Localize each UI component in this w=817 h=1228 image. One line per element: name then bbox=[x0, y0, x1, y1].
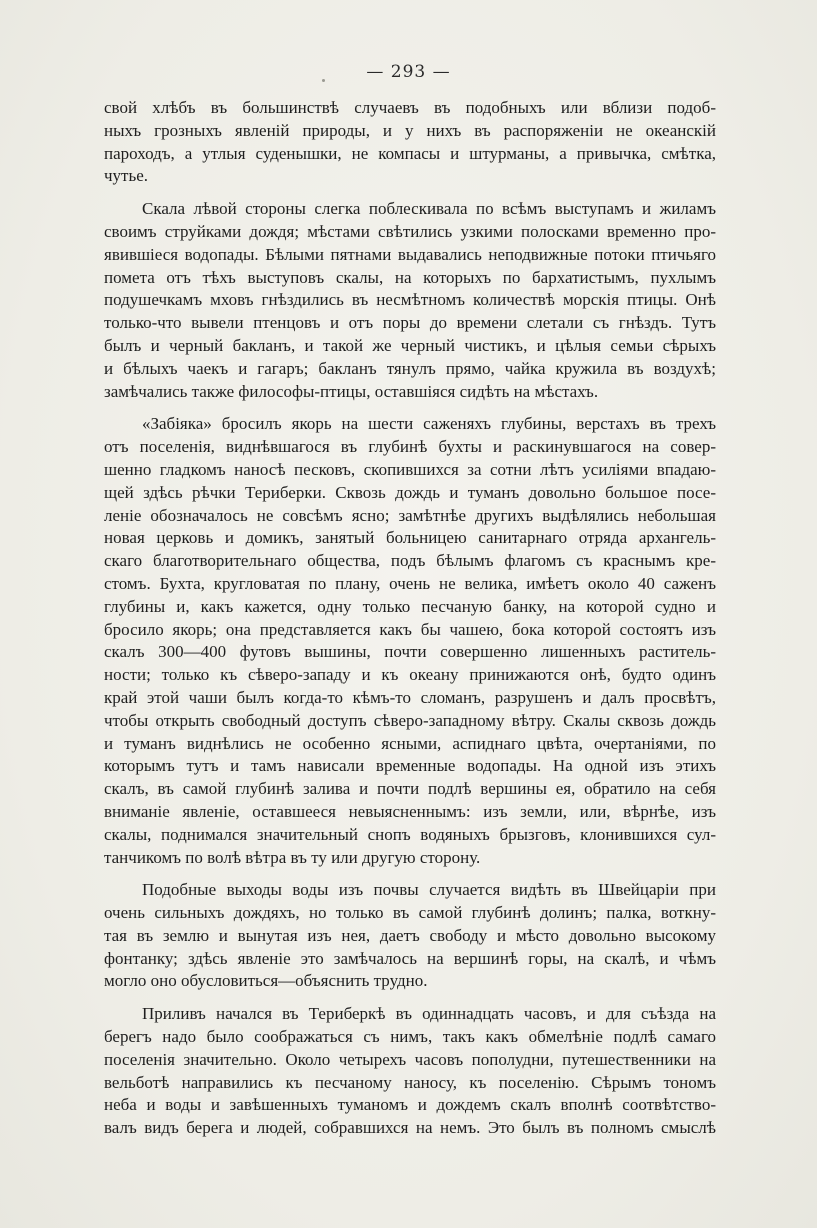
text-line: фонтанку; здѣсь явленіе это замѣчалось на вершинѣ горы, на скалѣ, и чѣмъ bbox=[104, 948, 716, 968]
text-line: помета отъ тѣхъ выступовъ скалы, на которыхъ по бархатистымъ, пухлымъ bbox=[104, 267, 716, 287]
paragraph-1 bbox=[104, 97, 716, 188]
text-line: скаго благотворительнаго общества, подъ бѣлымъ флагомъ съ краснымъ кре- bbox=[104, 551, 716, 571]
text-line: ности; только къ сѣверо-западу и къ океану принижаются онѣ, будто одинъ bbox=[104, 665, 716, 685]
text-line: тая въ землю и вынутая изъ нея, даетъ свободу и мѣсто довольно высокому bbox=[104, 925, 716, 945]
text-line: бросило якорь; она представляется какъ бы чашею, бока которой состоятъ изъ bbox=[104, 619, 716, 639]
paper-speck bbox=[322, 79, 325, 82]
text-line: новая церковь и домикъ, занятый больницею санитарнаго отряда архангель- bbox=[104, 528, 716, 548]
text-line: которымъ тутъ и тамъ нависали временные водопады. На одной изъ этихъ bbox=[104, 756, 716, 776]
paragraph-2 bbox=[104, 198, 716, 403]
text-line: неба и воды и завѣшенныхъ туманомъ и дождемъ скалъ вполнѣ соотвѣтство- bbox=[104, 1095, 716, 1115]
text-line: свой хлѣбъ въ большинствѣ случаевъ въ подобныхъ или вблизи подоб- bbox=[104, 98, 716, 117]
paragraph-3 bbox=[104, 413, 716, 869]
text-line: щей здѣсь рѣчки Териберки. Сквозь дождь и туманъ довольно большое посе- bbox=[104, 482, 716, 502]
text-line: скалъ 300—400 футовъ вышины, почти совершенно лишенныхъ раститель- bbox=[104, 642, 716, 662]
text-line: леніе обозначалось не совсѣмъ ясно; замѣтнѣе другихъ выдѣлялись небольшая bbox=[104, 505, 716, 525]
paragraph-4 bbox=[104, 879, 716, 993]
text-line: валъ видъ берега и людей, собравшихся на немъ. Это былъ въ полномъ смыслѣ bbox=[104, 1118, 716, 1138]
text-line: только-что вывели птенцовъ и отъ поры до времени слетали съ гнѣздъ. Тутъ bbox=[104, 313, 716, 333]
text-line: своимъ струйками дождя; мѣстами свѣтились узкими полосками временно про- bbox=[104, 221, 716, 241]
text-line: Скала лѣвой стороны слегка поблескивала по всѣмъ выступамъ и жиламъ bbox=[142, 199, 716, 219]
text-line: явившіеся водопады. Бѣлыми пятнами выдавались неподвижные потоки птичьяго bbox=[104, 244, 716, 264]
text-line: скалъ, въ самой глубинѣ залива и почти подлѣ вершины ея, обратило на себя bbox=[104, 779, 716, 799]
text-line: вельботѣ направились къ песчаному наносу, къ поселенію. Сѣрымъ тономъ bbox=[104, 1072, 716, 1092]
text-line: глубины и, какъ кажется, одну только песчаную банку, на которой судно и bbox=[104, 596, 716, 616]
text-line: стомъ. Бухта, кругловатая по плану, очень не велика, имѣетъ около 40 саженъ bbox=[104, 573, 716, 593]
text-line: пароходъ, а утлыя суденышки, не компасы и штурманы, а привычка, смѣтка, bbox=[104, 143, 716, 163]
text-line: танчикомъ по волѣ вѣтра въ ту или другую сторону. bbox=[104, 847, 481, 867]
text-line: и туманъ виднѣлись не особенно ясными, аспиднаго цвѣта, очертаніями, по bbox=[104, 733, 716, 753]
body-text bbox=[104, 97, 716, 1140]
text-line: чтобы открыть свободный доступъ сѣверо-западному вѣтру. Скалы сквозь дождь bbox=[104, 710, 716, 730]
text-line: чутье. bbox=[104, 166, 149, 186]
text-line: отъ поселенія, виднѣвшагося въ глубинѣ бухты и раскинувшагося на совер- bbox=[104, 437, 716, 457]
text-line: очень сильныхъ дождяхъ, но только въ самой глубинѣ долинъ; палка, воткну- bbox=[104, 903, 716, 923]
page-number: — 293 — bbox=[366, 62, 451, 82]
paragraph-5 bbox=[104, 1003, 716, 1140]
text-line: ныхъ грозныхъ явленій природы, и у нихъ въ распоряженіи не океанскій bbox=[104, 120, 716, 140]
text-line: замѣчались также философы-птицы, оставшіяся сидѣть на мѣстахъ. bbox=[104, 381, 599, 401]
text-line: «Забіяка» бросилъ якорь на шести саженяхъ глубины, верстахъ въ трехъ bbox=[142, 414, 716, 434]
text-line: вниманіе явленіе, оставшееся невыясненнымъ: изъ земли, или, вѣрнѣе, изъ bbox=[104, 801, 716, 821]
text-line: могло оно обусловиться—объяснить трудно. bbox=[104, 971, 428, 991]
text-line: и бѣлыхъ чаекъ и гагаръ; бакланъ тянулъ прямо, чайка кружила въ воздухѣ; bbox=[104, 358, 716, 378]
text-line: берегъ надо было соображаться съ нимъ, такъ какъ обмелѣніе подлѣ самаго bbox=[104, 1027, 716, 1047]
text-line: поселенія значительно. Около четырехъ часовъ пополудни, путешественники на bbox=[104, 1049, 716, 1069]
text-line: скалы, поднимался значительный снопъ водяныхъ брызговъ, клонившихся сул- bbox=[104, 824, 716, 844]
text-line: подушечкамъ мховъ гнѣздились въ несмѣтномъ количествѣ морскія птицы. Онѣ bbox=[104, 290, 716, 310]
text-line: шенно гладкомъ наносѣ песковъ, скопившихся за сотни лѣтъ усиліями впадаю- bbox=[104, 459, 716, 479]
text-line: былъ и черный бакланъ, и такой же черный чистикъ, и цѣлыя семьи сѣрыхъ bbox=[104, 335, 716, 355]
text-line: Подобные выходы воды изъ почвы случается видѣть въ Швейцаріи при bbox=[142, 880, 716, 900]
text-line: край этой чаши былъ когда-то кѣмъ-то сломанъ, разрушенъ и далъ просвѣтъ, bbox=[104, 687, 716, 707]
text-line: Приливъ начался въ Териберкѣ въ одиннадцать часовъ, и для съѣзда на bbox=[142, 1004, 716, 1024]
